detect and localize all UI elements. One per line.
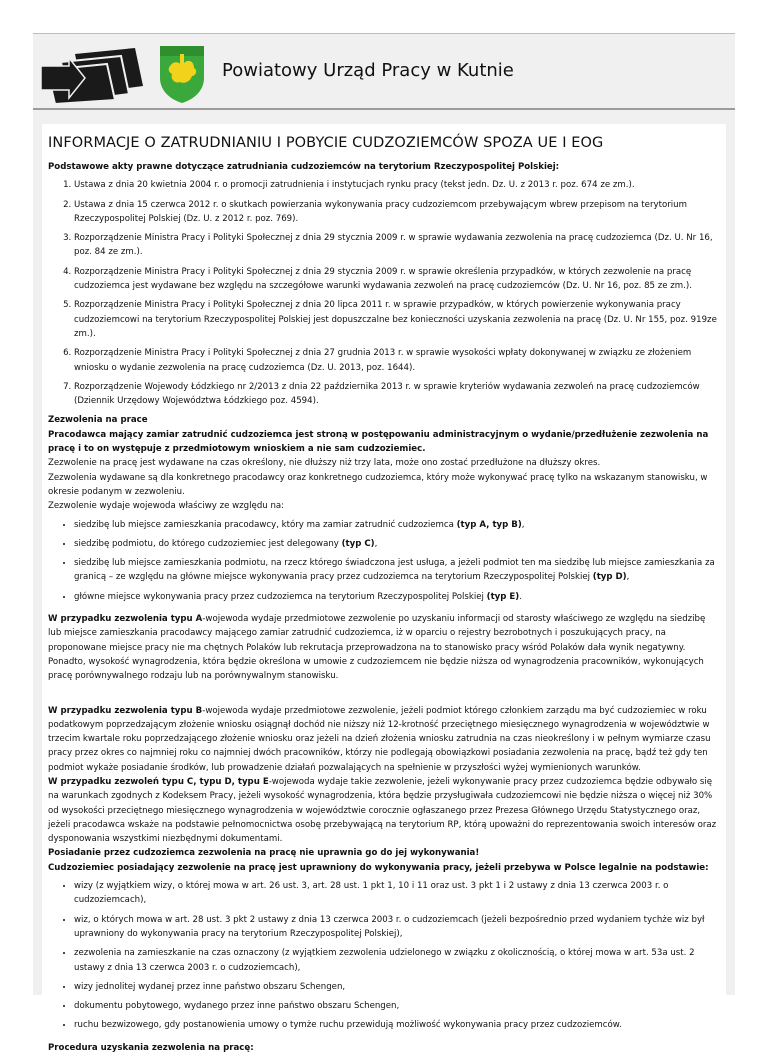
permits-paragraph-3: Zezwolenie wydaje wojewoda właściwy ze względu na:: [48, 501, 285, 512]
permits-heading: Zezwolenia na prace: [48, 415, 148, 426]
type-a-label: W przypadku zezwolenia typu A: [48, 614, 203, 625]
permit-type-text: główne miejsce wykonywania pracy przez cudzoziemca na terytorium Rzeczypospolitej Polskiej: [74, 591, 487, 602]
entitled-item: • wizy (z wyjątkiem wizy, o której mowa w art. 26 ust. 3, art. 28 ust. 1 pkt 1, 10 i 11 oraz ust. 3 pkt 1 i 2 ustawy z dnia 13 czerwca 2003 r. o cudzoziemcach),: [74, 879, 720, 908]
page-title: INFORMACJE O ZATRUDNIANIU I POBYCIE CUDZOZIEMCÓW SPOZA UE I EOG: [48, 135, 604, 151]
entitled-item: • ruchu bezwizowego, gdy postanowienia umowy o tymże ruchu przewidują możliwość wykonywania pracy przez cudzoziemców.: [74, 1018, 720, 1032]
type-a-paragraph: [48, 612, 720, 683]
coat-of-arms-icon: [158, 44, 206, 104]
type-b-paragraph: [48, 704, 720, 775]
page: [33, 33, 735, 1053]
type-cde-text: -wojewoda wydaje takie zezwolenie, jeżeli wykonywanie pracy przez cudzoziemca będzie odbywało się na warunkach zgodnych z Kodeksem Pracy, jeżeli wysokość wynagrodzenia, która będzie przysługiwała cudzoziemcowi nie będzie niższa o więcej niż 30% od wysokości przeciętnego miesięcznego wynagrodzenia w województwie corocznie ogłaszanego przez Prezesa Głównego Urzędu Statystycznego oraz, jeżeli pracodawca wskaże na podstawie pełnomocnictwa osobę przebywającą na terytorium RP, którą upoważni do reprezentowania swoich interesów oraz dysponowania wszystkimi niezbędnymi dokumentami.: [48, 776, 717, 845]
permits-employer-note: Pracodawca mający zamiar zatrudnić cudzoziemca jest stroną w postępowaniu administracyjnym o wydanie/przedłużenie zezwolenia na pracę i to on występuje z przedmiotowym wnioskiem a nie sam cudzoziemiec.: [48, 429, 709, 455]
permit-type-punct: ,: [626, 572, 630, 583]
entitled-item: • zezwolenia na zamieszkanie na czas oznaczony (z wyjątkiem zezwolenia udzielonego w związku z okolicznością, o której mowa w art. 53a ust. 2 ustawy z dnia 13 czerwca 2003 r. o cudzoziemcach),: [74, 946, 720, 975]
permit-type-punct: ,: [374, 538, 378, 549]
permit-type-item: [74, 518, 720, 532]
permit-type-item: [74, 537, 720, 551]
type-b-label: W przypadku zezwolenia typu B: [48, 705, 203, 716]
permit-type-punct: ,: [521, 519, 525, 530]
permit-type-code: (typ E): [486, 591, 520, 602]
entitled-item: • wizy jednolitej wydanej przez inne państwo obszaru Schengen,: [74, 980, 720, 994]
type-b-text: -wojewoda wydaje przedmiotowe zezwolenie, jeżeli podmiot którego członkiem zarządu ma być cudzoziemiec w roku podatkowym poprzedzającym złożenie wniosku osiągnął dochód nie niższy niż 12-krotność przeciętnego miesięcznego wynagrodzenia w województwie w trzecim kwartale roku poprzedzającego złożenie wniosku oraz jeżeli na dzień złożenia wniosku zatrudnia na czas nieokreślony i w pełnym wymiarze czasu pracy przez okres co najmniej roku co najmniej dwóch pracowników, którzy nie podlegają obowiązkowi posiadania zezwolenia na pracę, bądź też gdy ten podmiot wykaże posiadanie środków, lub prowadzenie działań pozwalających na spełnienie w przyszłości wyżej wymienionych warunków.: [48, 705, 711, 773]
act-item: 6. Rozporządzenie Ministra Pracy i Polityki Społecznej z dnia 27 grudnia 2013 r. w sprawie wysokości wpłaty dokonywanej w związku ze złożeniem wniosku o wydanie zezwolenia na pracę cudzoziemca (Dz. U. 2013, poz. 1644).: [74, 346, 720, 375]
permit-type-text: siedzibę lub miejsce zamieszkania podmiotu, na rzecz którego świadczona jest usługa, a jeżeli podmiot ten ma siedzibę lub miejsce zamieszkania za granicą – ze względu na główne miejsce wykonywania pracy przez cudzoziemca na terytorium Rzeczypospolitej Polskiej: [74, 558, 715, 583]
no-work-warning: Posiadanie przez cudzoziemca zezwolenia na pracę nie uprawnia go do jej wykonywania!: [48, 848, 480, 859]
entitled-item: • dokumentu pobytowego, wydanego przez inne państwo obszaru Schengen,: [74, 999, 720, 1013]
act-item: 1. Ustawa z dnia 20 kwietnia 2004 r. o promocji zatrudnienia i instytucjach rynku pracy (tekst jedn. Dz. U. z 2013 r. poz. 674 ze zm.).: [74, 178, 720, 192]
act-item: 7. Rozporządzenie Wojewody Łódzkiego nr 2/2013 z dnia 22 października 2013 r. w sprawie kryteriów wydawania zezwoleń na pracę cudzoziemców (Dziennik Urzędowy Województwa Łódzkiego poz. 4594).: [74, 380, 720, 409]
permit-type-code: (typ D): [592, 572, 627, 583]
permit-type-item: [74, 590, 720, 604]
entitled-intro: Cudzoziemiec posiadający zezwolenie na pracę jest uprawniony do wykonywania pracy, jeżeli przebywa w Polsce legalnie na podstawie:: [48, 862, 709, 873]
act-item: 3. Rozporządzenie Ministra Pracy i Polityki Społecznej z dnia 29 stycznia 2009 r. w sprawie wydawania zezwolenia na pracę cudzoziemca (Dz. U. Nr 16, poz. 84 ze zm.).: [74, 231, 720, 260]
permit-type-punct: .: [519, 591, 522, 602]
site-title[interactable]: Powiatowy Urząd Pracy w Kutnie: [222, 60, 514, 81]
permits-paragraph-2: Zezwolenia wydawane są dla konkretnego pracodawcy oraz konkretnego cudzoziemca, który może wykonywać pracę tylko na wskazanym stanowisku, w okresie podanym w zezwoleniu.: [48, 472, 708, 497]
permit-type-item: [74, 556, 720, 585]
entitled-item: • wiz, o których mowa w art. 28 ust. 3 pkt 2 ustawy z dnia 13 czerwca 2003 r. o cudzoziemcach (jeżeli bezpośrednio przed wydaniem tychże wiz był uprawniony do wykonywania pracy na terytorium Rzeczypospolitej Polskiej),: [74, 913, 720, 942]
permit-type-text: siedzibę podmiotu, do którego cudzoziemiec jest delegowany: [74, 538, 342, 549]
procedure-heading: Procedura uzyskania zezwolenia na pracę:: [48, 1042, 254, 1053]
acts-intro: Podstawowe akty prawne dotyczące zatrudniania cudzoziemców na terytorium Rzeczypospolitej Polskiej:: [48, 162, 560, 172]
act-item: 2. Ustawa z dnia 15 czerwca 2012 r. o skutkach powierzania wykonywania pracy cudzoziemcom przebywającym wbrew przepisom na terytorium Rzeczypospolitej Polskiej (Dz. U. z 2012 r. poz. 769).: [74, 198, 720, 227]
article: [42, 124, 726, 1053]
type-a-text: -wojewoda wydaje przedmiotowe zezwolenie po uzyskaniu informacji od starosty właściwego ze względu na siedzibę lub miejsce zamieszkania pracodawcy mającego zamiar zatrudnić cudzoziemca, iż w oparciu o rejestry bezrobotnych i poszukujących pracy, na proponowane miejsce pracy nie ma chętnych Polaków lub rekrutacja przeprowadzona na to stanowisko pracy wśród Polaków dała wynik negatywny. Ponadto, wysokość wynagrodzenia, która będzie określona w umowie z cudzoziemcem nie będzie niższa od wynagrodzenia pracowników, wykonujących pracę porównywalnego rodzaju lub na porównywalnym stanowisku.: [48, 614, 706, 682]
stacked-cards-logo[interactable]: [39, 44, 153, 104]
permit-type-text: siedzibę lub miejsce zamieszkania pracodawcy, który ma zamiar zatrudnić cudzoziemca: [74, 519, 457, 530]
type-cde-label: W przypadku zezwoleń typu C, typu D, typu E: [48, 776, 269, 787]
permit-type-code: (typ C): [341, 538, 375, 549]
act-item: 5. Rozporządzenie Ministra Pracy i Polityki Społecznej z dnia 20 lipca 2011 r. w sprawie przypadków, w których powierzenie wykonywania pracy cudzoziemcowi na terytorium Rzeczypospolitej Polskiej jest dopuszczalne bez konieczności uzyskania zezwolenia na pracę (Dz. U. Nr 155, poz. 919ze zm.).: [74, 298, 720, 341]
site-header: [33, 34, 735, 110]
permit-type-code: (typ A, typ B): [456, 519, 522, 530]
act-item: 4. Rozporządzenie Ministra Pracy i Polityki Społecznej z dnia 29 stycznia 2009 r. w sprawie określenia przypadków, w których zezwolenie na pracę cudzoziemca jest wydawane bez względu na szczegółowe warunki wydawania zezwoleń na pracę cudzoziemców (Dz. U. Nr 16, poz. 85 ze zm.).: [74, 265, 720, 294]
type-cde-paragraph: [48, 775, 720, 846]
entitled-list: [48, 879, 720, 1033]
acts-list: [48, 178, 720, 408]
permit-types-list: [48, 518, 720, 604]
permits-paragraph-1: Zezwolenie na pracę jest wydawane na czas określony, nie dłuższy niż trzy lata, może ono zostać przedłużone na dłuższy okres.: [48, 458, 601, 469]
